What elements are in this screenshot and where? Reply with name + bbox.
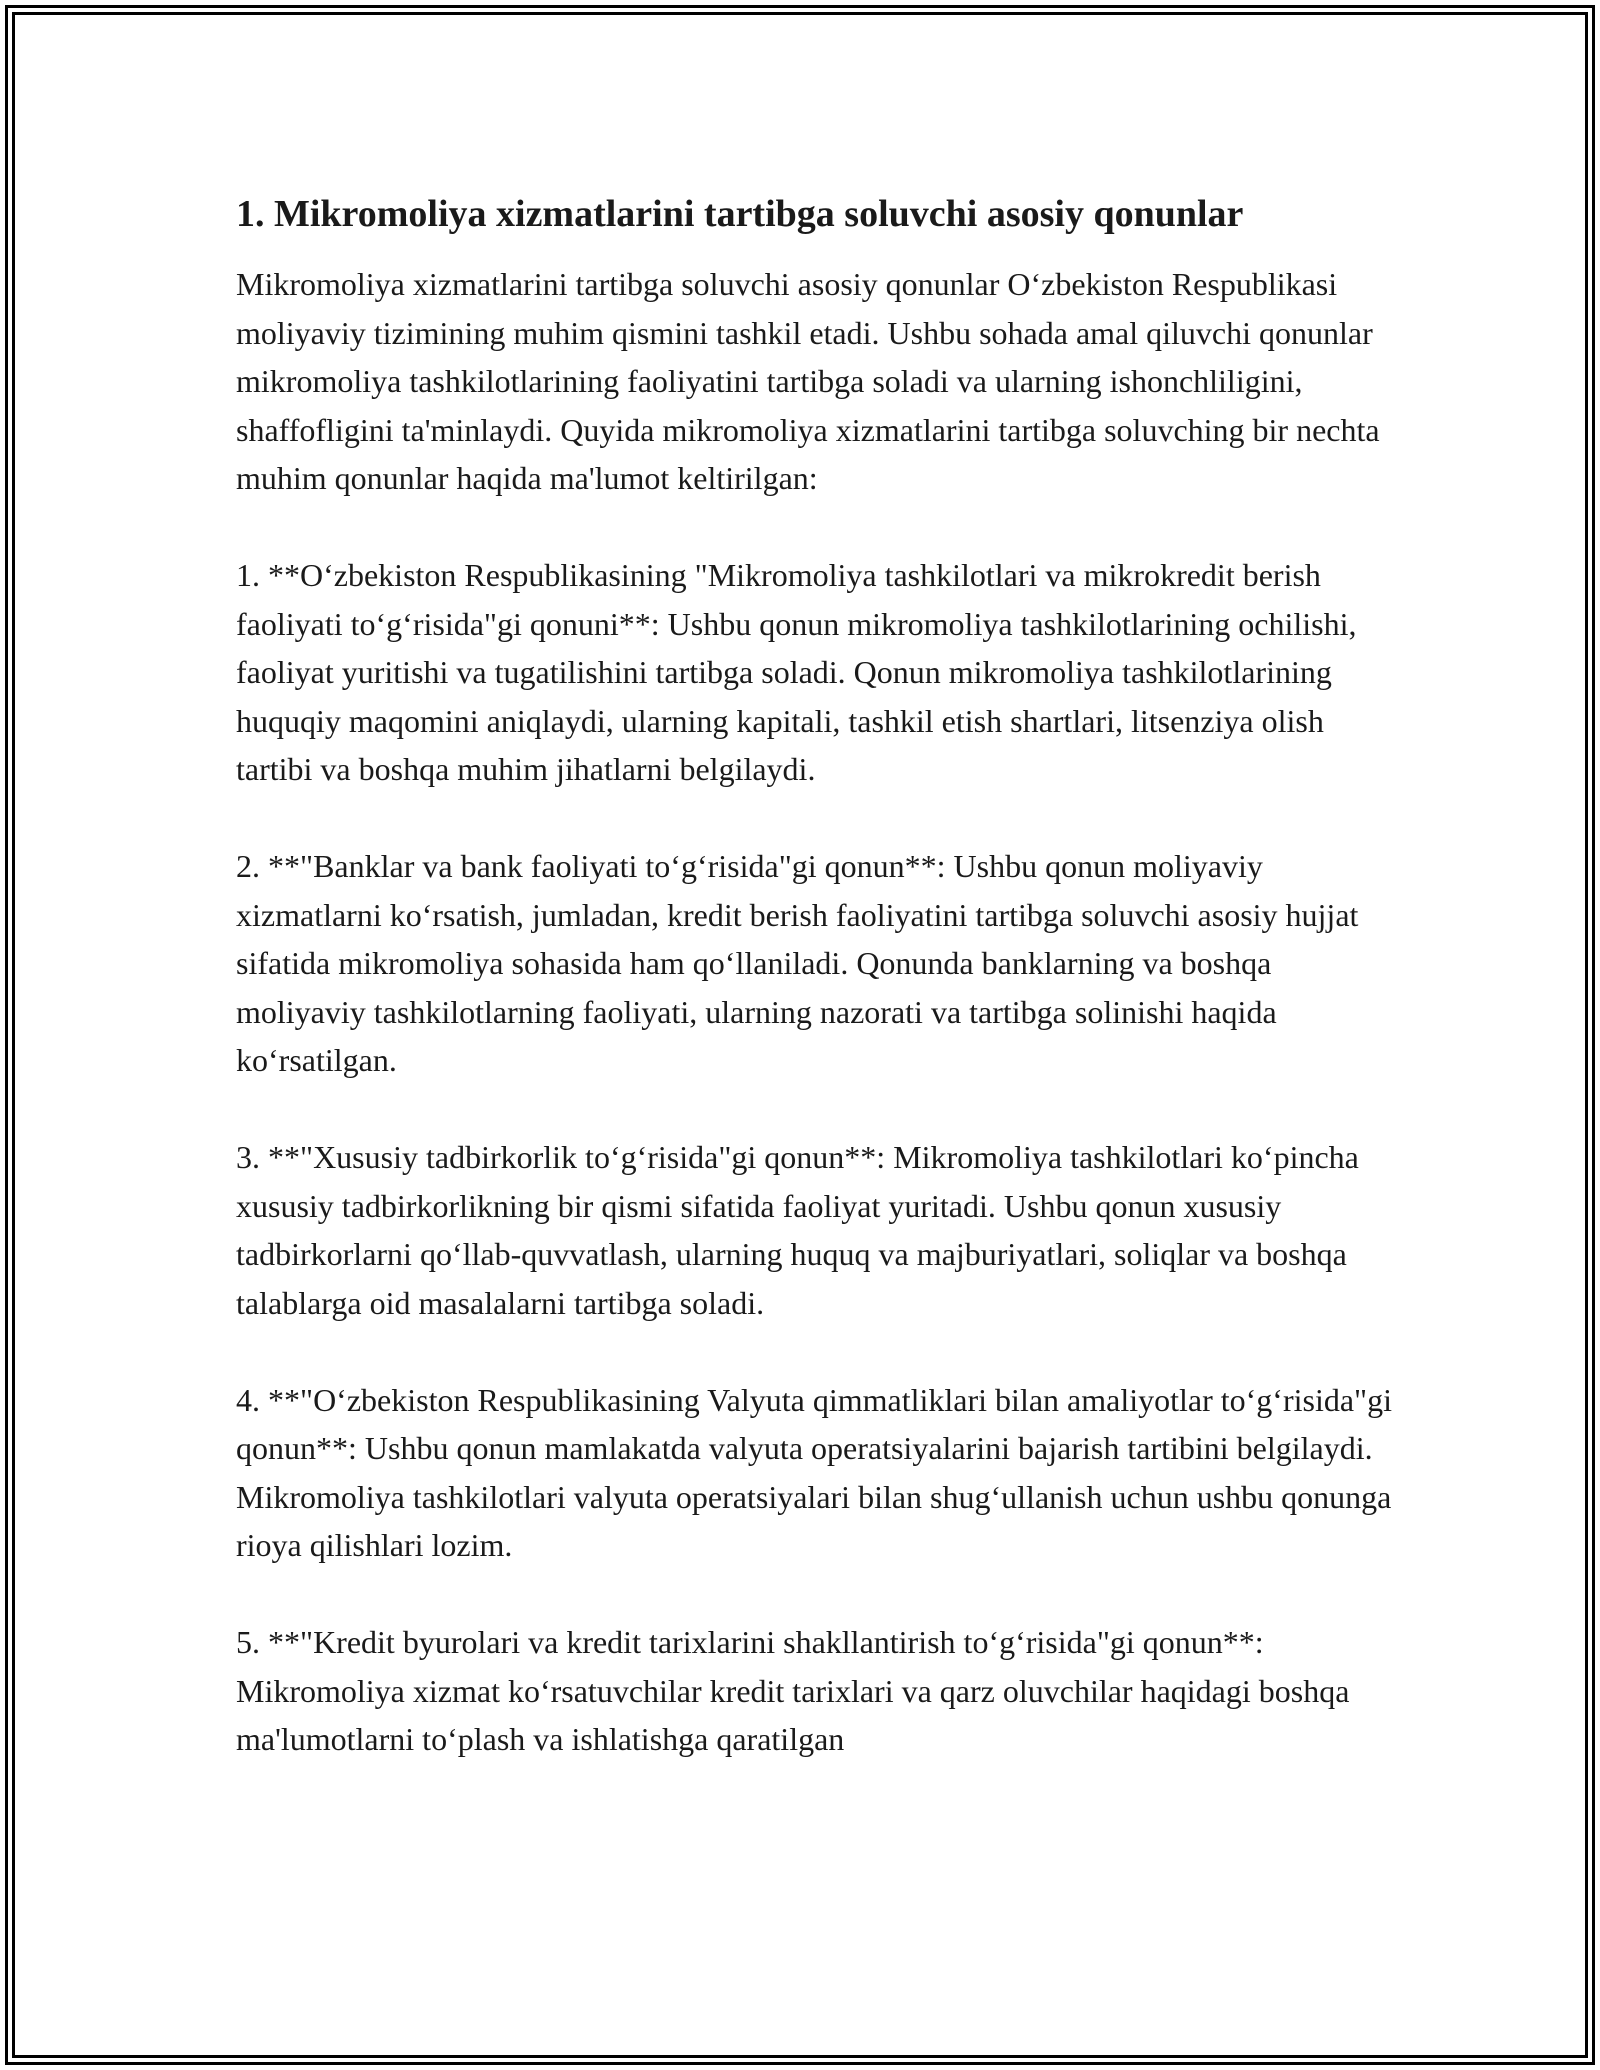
law-item-3: 3. **"Xususiy tadbirkorlik to‘g‘risida"gi qonun**: Mikromoliya tashkilotlari ko‘pincha xususiy tadbirkorlikning bir qismi sifatida faoliyat yuritadi. Ushbu qonun xususiy tadbirkorlarni qo‘llab-quvvatlash, ularning huquq va majburiyatlari, soliqlar va boshqa talablarga oid masalalarni tartibga soladi. bbox=[236, 1139, 1359, 1321]
law-item-5: 5. **"Kredit byurolari va kredit tarixlarini shakllantirish to‘g‘risida"gi qonun**: Mikromoliya xizmat ko‘rsatuvchilar kredit tarixlari va qarz oluvchilar haqidagi boshqa ma'lumotlarni to‘plash va ishlatishga qaratilgan bbox=[236, 1624, 1350, 1757]
document-body bbox=[236, 188, 1396, 1812]
law-item-4: 4. **"O‘zbekiston Respublikasining Valyuta qimmatliklari bilan amaliyotlar to‘g‘risida"gi qonun**: Ushbu qonun mamlakatda valyuta operatsiyalarini bajarish tartibini belgilaydi. Mikromoliya tashkilotlari valyuta operatsiyalari bilan shug‘ullanish uchun ushbu qonunga rioya qilishlari lozim. bbox=[236, 1381, 1392, 1563]
law-item-1: 1. **O‘zbekiston Respublikasining "Mikromoliya tashkilotlari va mikrokredit berish faoliyati to‘g‘risida"gi qonuni**: Ushbu qonun mikromoliya tashkilotlarining ochilishi, faoliyat yuritishi va tugatilishini tartibga soladi. Qonun mikromoliya tashkilotlarining huquqiy maqomini aniqlaydi, ularning kapitali, tashkil etish shartlari, litsenziya olish tartibi va boshqa muhim jihatlarni belgilaydi. bbox=[236, 557, 1357, 787]
section-heading: 1. Mikromoliya xizmatlarini tartibga soluvchi asosiy qonunlar bbox=[236, 193, 1244, 235]
intro-paragraph: Mikromoliya xizmatlarini tartibga soluvchi asosiy qonunlar O‘zbekiston Respublikasi moliyaviy tizimining muhim qismini tashkil etadi. Ushbu sohada amal qiluvchi qonunlar mikromoliya tashkilotlarining faoliyatini tartibga soladi va ularning ishonchliligini, shaffofligini ta'minlaydi. Quyida mikromoliya xizmatlarini tartibga soluvching bir nechta muhim qonunlar haqida ma'lumot keltirilgan: bbox=[236, 266, 1380, 496]
law-item-2: 2. **"Banklar va bank faoliyati to‘g‘risida"gi qonun**: Ushbu qonun moliyaviy xizmatlarni ko‘rsatish, jumladan, kredit berish faoliyatini tartibga soluvchi asosiy hujjat sifatida mikromoliya sohasida ham qo‘llaniladi. Qonunda banklarning va boshqa moliyaviy tashkilotlarning faoliyati, ularning nazorati va tartibga solinishi haqida ko‘rsatilgan. bbox=[236, 848, 1359, 1078]
